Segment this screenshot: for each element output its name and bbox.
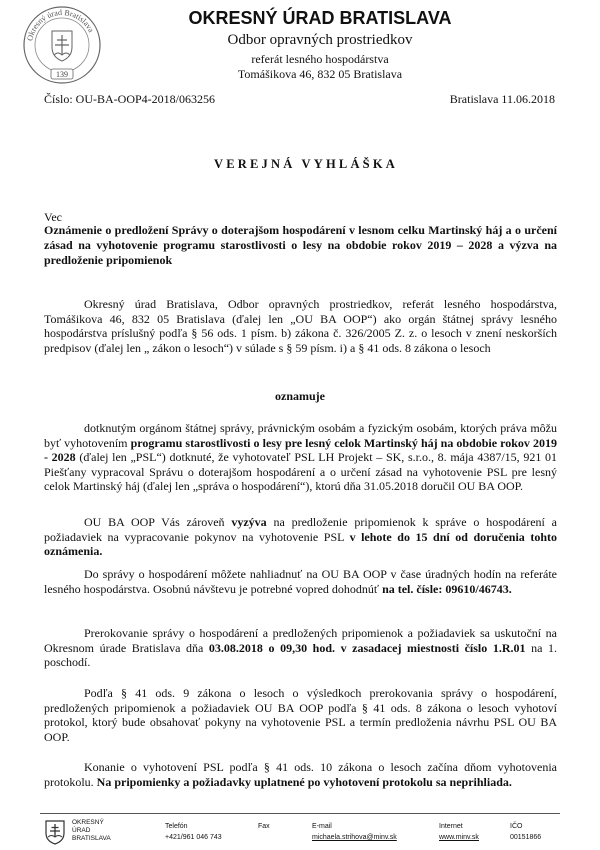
footer-fax: Fax — [258, 823, 270, 830]
reference-number: Číslo: OU-BA-OOP4-2018/063256 — [44, 92, 216, 106]
footer-web: Internet www.minv.sk — [439, 823, 479, 841]
place-date: Bratislava 11.06.2018 — [449, 92, 555, 106]
email-link[interactable]: michaela.strihova@minv.sk — [312, 834, 397, 841]
call-for-comments-paragraph: OU BA OOP Vás zároveň vyzýva na predloženie pripomienok k správe o hospodárení a požiadaviek na vypracovanie pokynov na vyhotovenie PSL v lehote do 15 dní od doručenia tohto oznámenia. — [44, 515, 558, 558]
footer-phone: Telefón +421/961 046 743 — [165, 823, 222, 841]
unit-name: referát lesného hospodárstva — [251, 52, 389, 66]
announces-heading: oznamuje — [275, 389, 325, 403]
footer-org: OKRESNÝ ÚRAD BRATISLAVA — [72, 819, 111, 842]
proceedings-paragraph: Konanie o vyhotovení PSL podľa § 41 ods. 10 zákona o lesoch začína dňom vyhotovenia protokolu. Na pripomienky a požiadavky uplatnené po vyhotovení protokolu sa neprihliada. — [44, 760, 557, 789]
notice-paragraph: dotknutým orgánom štátnej správy, právnickým osobám a fyzickým osobám, ktorých práva môžu byť vyhotovením programu starostlivosti o lesy pre lesný celok Martinský háj na obdobie rokov 2019 - 2028 (ďalej len „PSL“) dotknuté, že vyhotovateľ PSL LH Projekt – SK, s.r.o., 8. mája 4387/15, 921 01 Piešťany vypracoval Správu o doterajšom hospodárení a o určení zásad na vyhotovenie PSL pre lesný celok Martinský háj (ďalej len „správa o hospodárení“), ktorú dňa 31.05.2018 doručil OU BA OOP. — [44, 421, 558, 493]
footer-ico: IČO 00151866 — [510, 823, 542, 841]
authority-title: OKRESNÝ ÚRAD BRATISLAVA — [188, 8, 452, 28]
seal-text: Okresný úrad Bratislava — [25, 7, 96, 42]
web-link[interactable]: www.minv.sk — [439, 834, 479, 841]
subject-text: Oznámenie o predložení Správy o doterajšom hospodárení v lesnom celku Martinský háj a o určení zásad na vyhotovenie programu starostlivosti o lesy na obdobie rokov 2019 – 2028 a výzva na predloženie pripomienok — [44, 223, 557, 267]
inspection-paragraph: Do správy o hospodárení môžete nahliadnuť na OU BA OOP v čase úradných hodín na referáte lesného hospodárstva. Osobnú návštevu je potrebné vopred dohodnúť na tel. čísle: 09610/46743. — [44, 567, 557, 596]
reference-row — [44, 92, 555, 107]
document-heading: VEREJNÁ VYHLÁŠKA — [214, 157, 398, 171]
department-name: Odbor opravných prostriedkov — [227, 32, 413, 48]
footer-email: E-mail michaela.strihova@minv.sk — [312, 823, 397, 841]
protocol-paragraph: Podľa § 41 ods. 9 zákona o lesoch o výsledkoch prerokovania správy o hospodárení, predložených pripomienok a požiadaviek OU BA OOP podľa § 41 ods. 8 zákona o lesoch vyhotoví protokol, ktorý bude obsahovať pokyny na vyhotovenie PSL a termín predloženia návrhu PSL OU BA OOP. — [44, 686, 557, 744]
hearing-paragraph: Prerokovanie správy o hospodárení a predložených pripomienok a požiadaviek sa uskutoční na Okresnom úrade Bratislava dňa 03.08.2018 o 09,30 hod. v zasadacej miestnosti číslo 1.R.01 na 1. poschodí. — [44, 626, 557, 669]
authority-address: Tomášikova 46, 832 05 Bratislava — [237, 67, 403, 81]
subject-label: Vec — [44, 210, 62, 224]
coat-of-arms-icon — [44, 818, 66, 846]
seal-number: 139 — [56, 70, 68, 79]
footer-divider — [40, 813, 560, 814]
intro-paragraph: Okresný úrad Bratislava, Odbor opravných prostriedkov, referát lesného hospodárstva, Tomášikova 46, 832 05 Bratislava (ďalej len „OU BA OOP“) ako orgán štátnej správy lesného hospodárstva príslušný podľa § 56 ods. 1 písm. b) zákona č. 326/2005 Z. z. o lesoch v znení neskorších predpisov (ďalej len „ zákon o lesoch“) v súlade s § 59 písm. i) a § 41 ods. 8 zákona o lesoch — [44, 297, 557, 355]
